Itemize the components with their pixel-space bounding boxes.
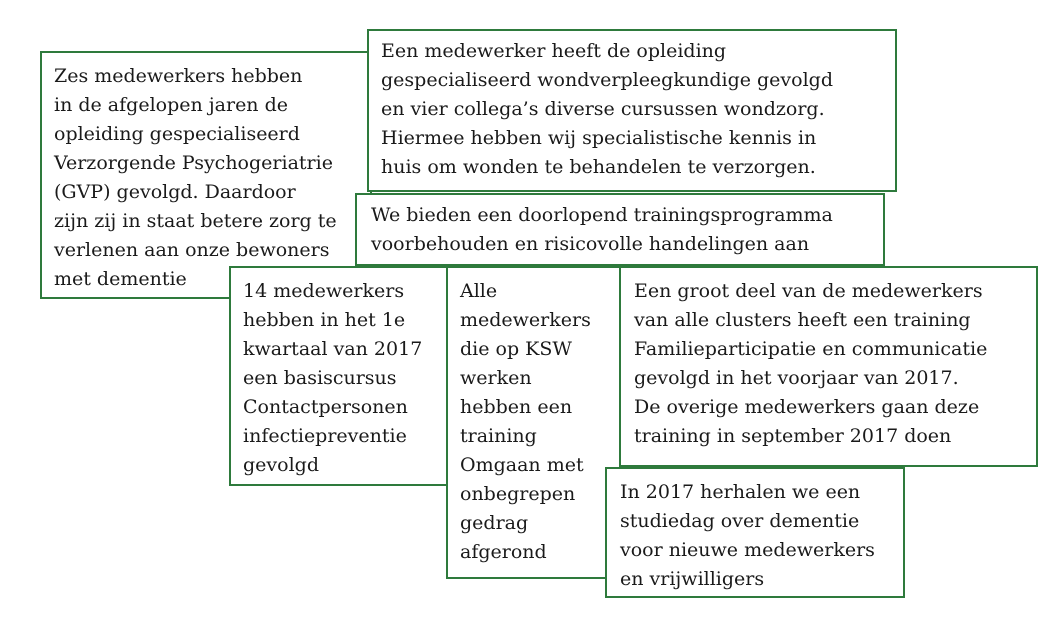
family-participation-box: Een groot deel van de medewerkers van alle clusters heeft een training Familieparticipatie en communicatie gevolgd in het voorjaar van 2017. De overige medewerkers gaan deze training in september 2017 doen	[619, 266, 1038, 467]
gvp-training-box: Zes medewerkers hebben in de afgelopen jaren de opleiding gespecialiseerd Verzorgende Psychogeriatrie (GVP) gevolgd. Daardoor zijn zij in staat betere zorg te verlenen aan onze bewoners met dementie	[40, 51, 372, 299]
dementia-study-day-box: In 2017 herhalen we een studiedag over dementie voor nieuwe medewerkers en vrijwilligers	[605, 467, 905, 598]
training-program-box: We bieden een doorlopend trainingsprogramma voorbehouden en risicovolle handelingen aan	[355, 193, 885, 266]
ksw-behavior-training-box: Alle medewerkers die op KSW werken hebben een training Omgaan met onbegrepen gedrag afgerond	[446, 266, 622, 579]
infection-prevention-box: 14 medewerkers hebben in het 1e kwartaal van 2017 een basiscursus Contactpersonen infectiepreventie gevolgd	[229, 266, 448, 486]
wound-care-box: Een medewerker heeft de opleiding gespecialiseerd wondverpleegkundige gevolgd en vier collega’s diverse cursussen wondzorg. Hiermee hebben wij specialistische kennis in huis om wonden te behandelen te verzorgen.	[367, 29, 897, 192]
